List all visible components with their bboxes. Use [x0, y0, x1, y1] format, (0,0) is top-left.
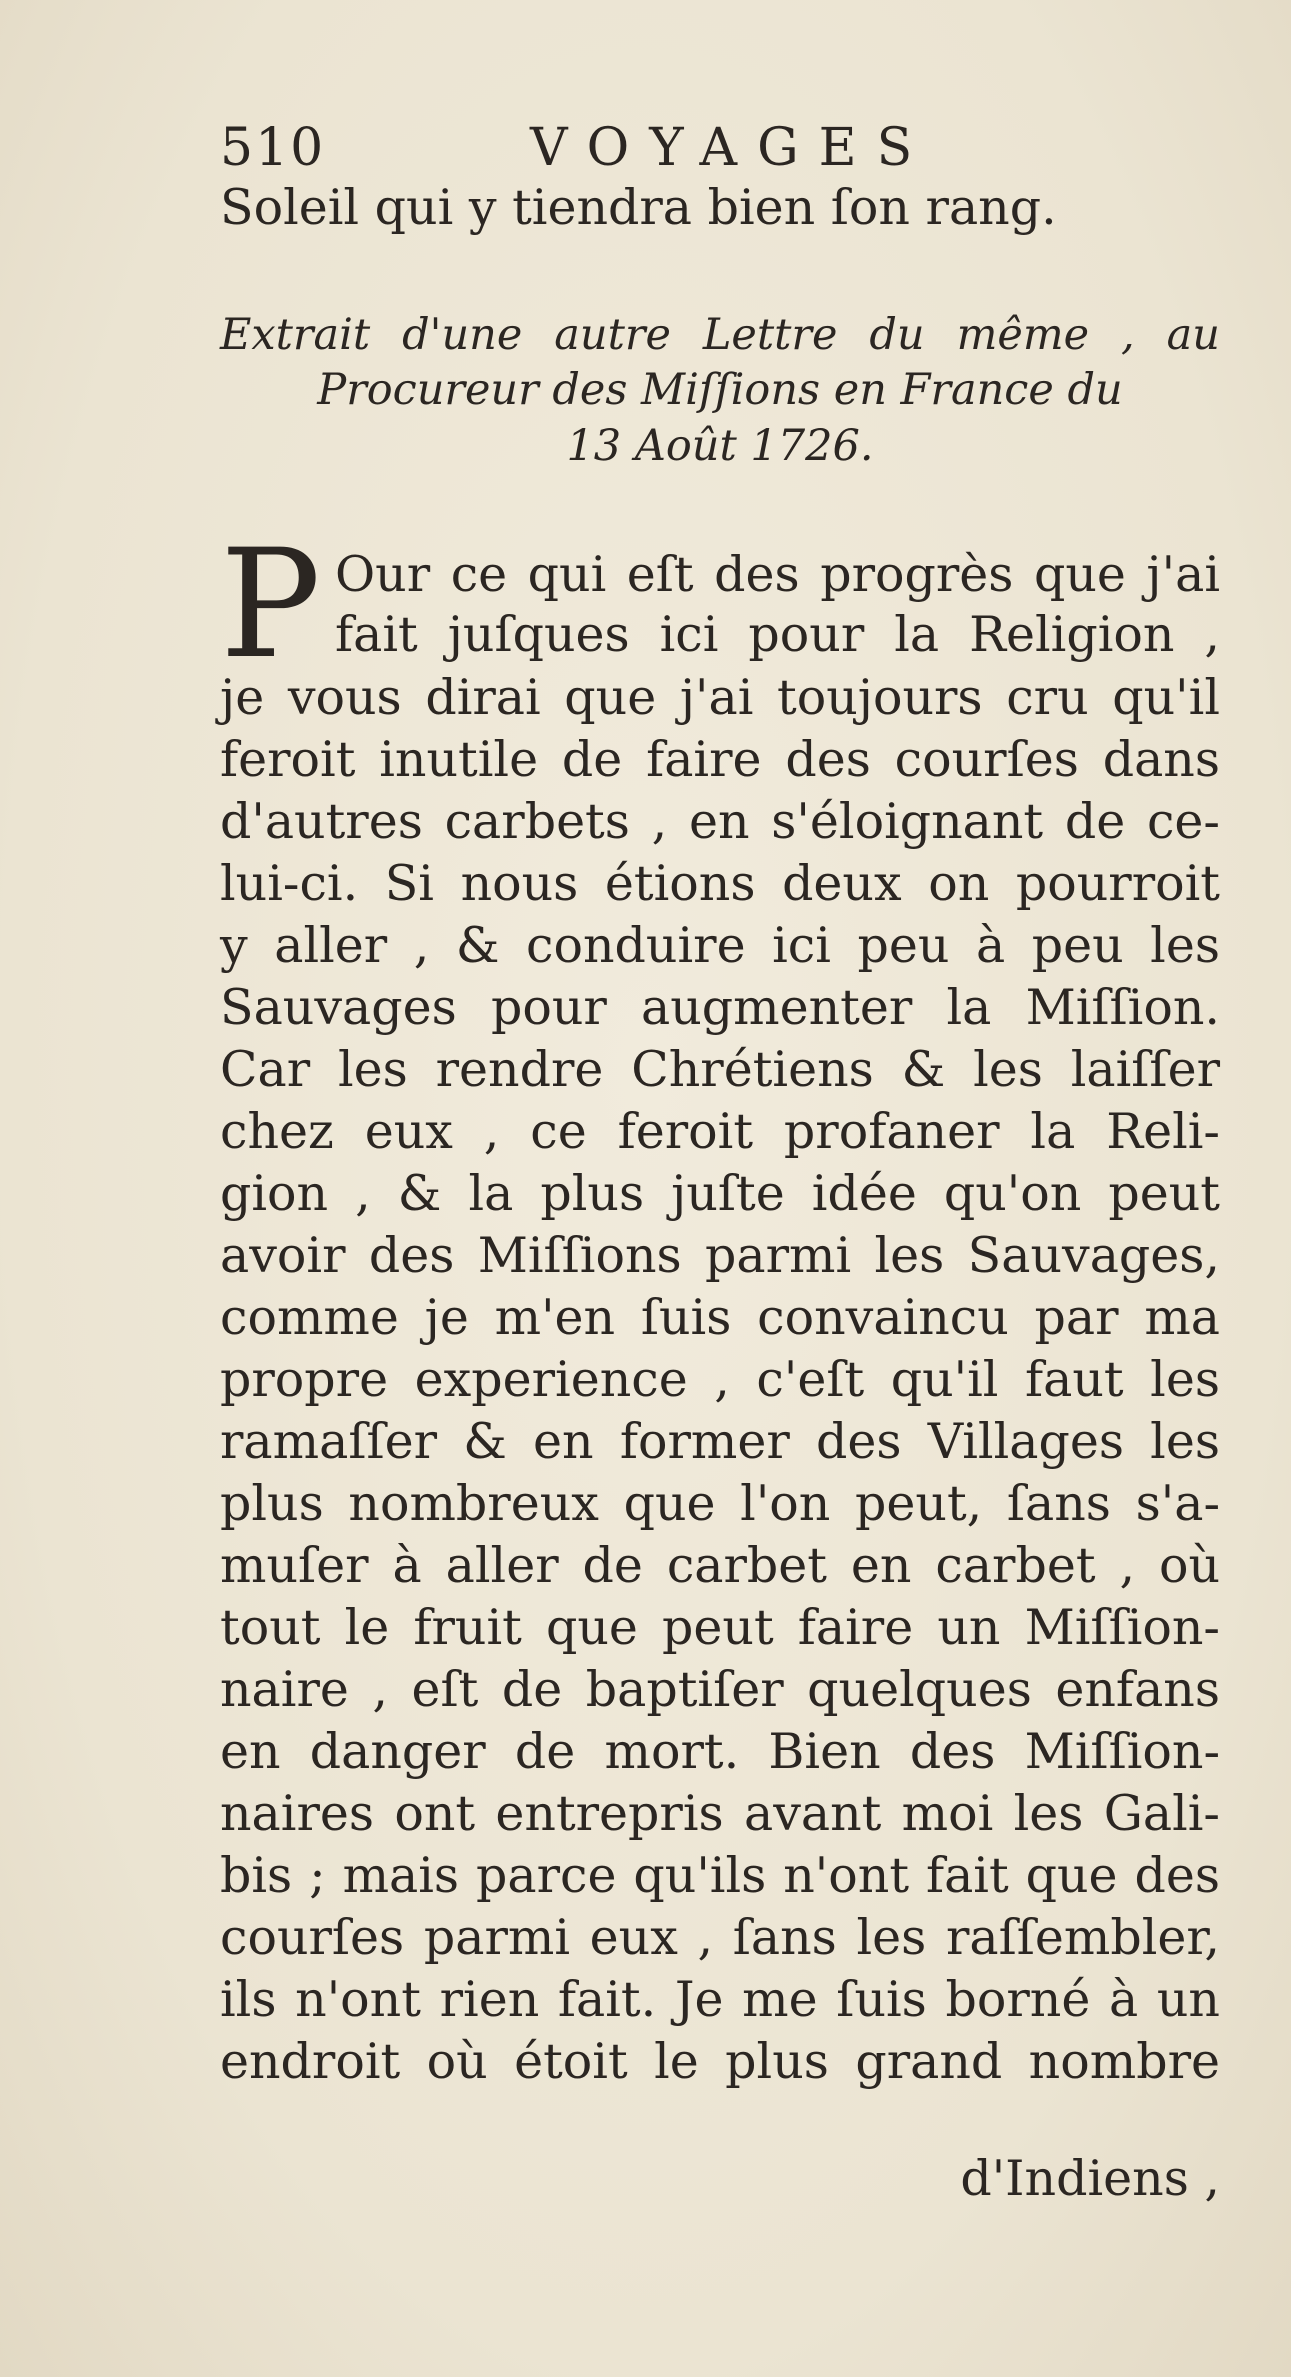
body-line: naires ont entrepris avant moi les Gali- — [220, 1785, 1220, 1842]
running-title: VOYAGES — [530, 118, 933, 178]
body-line: comme je m'en ſuis convaincu par ma — [220, 1289, 1220, 1346]
body-line: bis ; mais parce qu'ils n'ont fait que des — [220, 1847, 1220, 1904]
body-line: feroit inutile de faire des courſes dans — [220, 731, 1220, 788]
body-line: chez eux , ce feroit profaner la Reli- — [220, 1103, 1220, 1160]
body-line: muſer à aller de carbet en carbet , où — [220, 1537, 1220, 1594]
body-line: ils n'ont rien fait. Je me ſuis borné à un — [220, 1971, 1220, 2028]
body-line: Our ce qui eſt des progrès que j'ai — [335, 546, 1220, 603]
body-line: endroit où étoit le plus grand nombre — [220, 2033, 1220, 2090]
body-line: naire , eſt de baptiſer quelques enfans — [220, 1661, 1220, 1718]
letter-heading-line-3: 13 Août 1726. — [566, 421, 874, 471]
body-line: gion , & la plus juſte idée qu'on peut — [220, 1165, 1220, 1222]
body-line: Sauvages pour augmenter la Miſſion. — [220, 979, 1220, 1036]
drop-cap: P — [220, 518, 321, 692]
body-line: fait juſques ici pour la Religion , — [335, 606, 1220, 663]
continued-line: Soleil qui y tiendra bien ſon rang. — [220, 179, 1057, 236]
page-number: 510 — [220, 118, 326, 178]
body-line: courſes parmi eux , ſans les raſſembler, — [220, 1909, 1220, 1966]
letter-heading-line-1: Extrait d'une autre Lettre du même , au — [220, 310, 1220, 360]
body-line: plus nombreux que l'on peut, ſans s'a- — [220, 1475, 1220, 1532]
body-line: avoir des Miſſions parmi les Sauvages, — [220, 1227, 1220, 1284]
body-line: d'autres carbets , en s'éloignant de ce- — [220, 793, 1220, 850]
body-line: en danger de mort. Bien des Miſſion- — [220, 1723, 1220, 1780]
catchword: d'Indiens , — [960, 2150, 1220, 2207]
body-line: ramaſſer & en former des Villages les — [220, 1413, 1220, 1470]
body-line: propre experience , c'eſt qu'il faut les — [220, 1351, 1220, 1408]
body-line: tout le fruit que peut faire un Miſſion- — [220, 1599, 1220, 1656]
body-line: je vous dirai que j'ai toujours cru qu'il — [220, 669, 1220, 726]
body-line: Car les rendre Chrétiens & les laiſſer — [220, 1041, 1220, 1098]
body-line: y aller , & conduire ici peu à peu les — [220, 917, 1220, 974]
body-line: lui-ci. Si nous étions deux on pourroit — [220, 855, 1220, 912]
letter-heading-line-2: Procureur des Miſſions en France du — [317, 365, 1123, 415]
